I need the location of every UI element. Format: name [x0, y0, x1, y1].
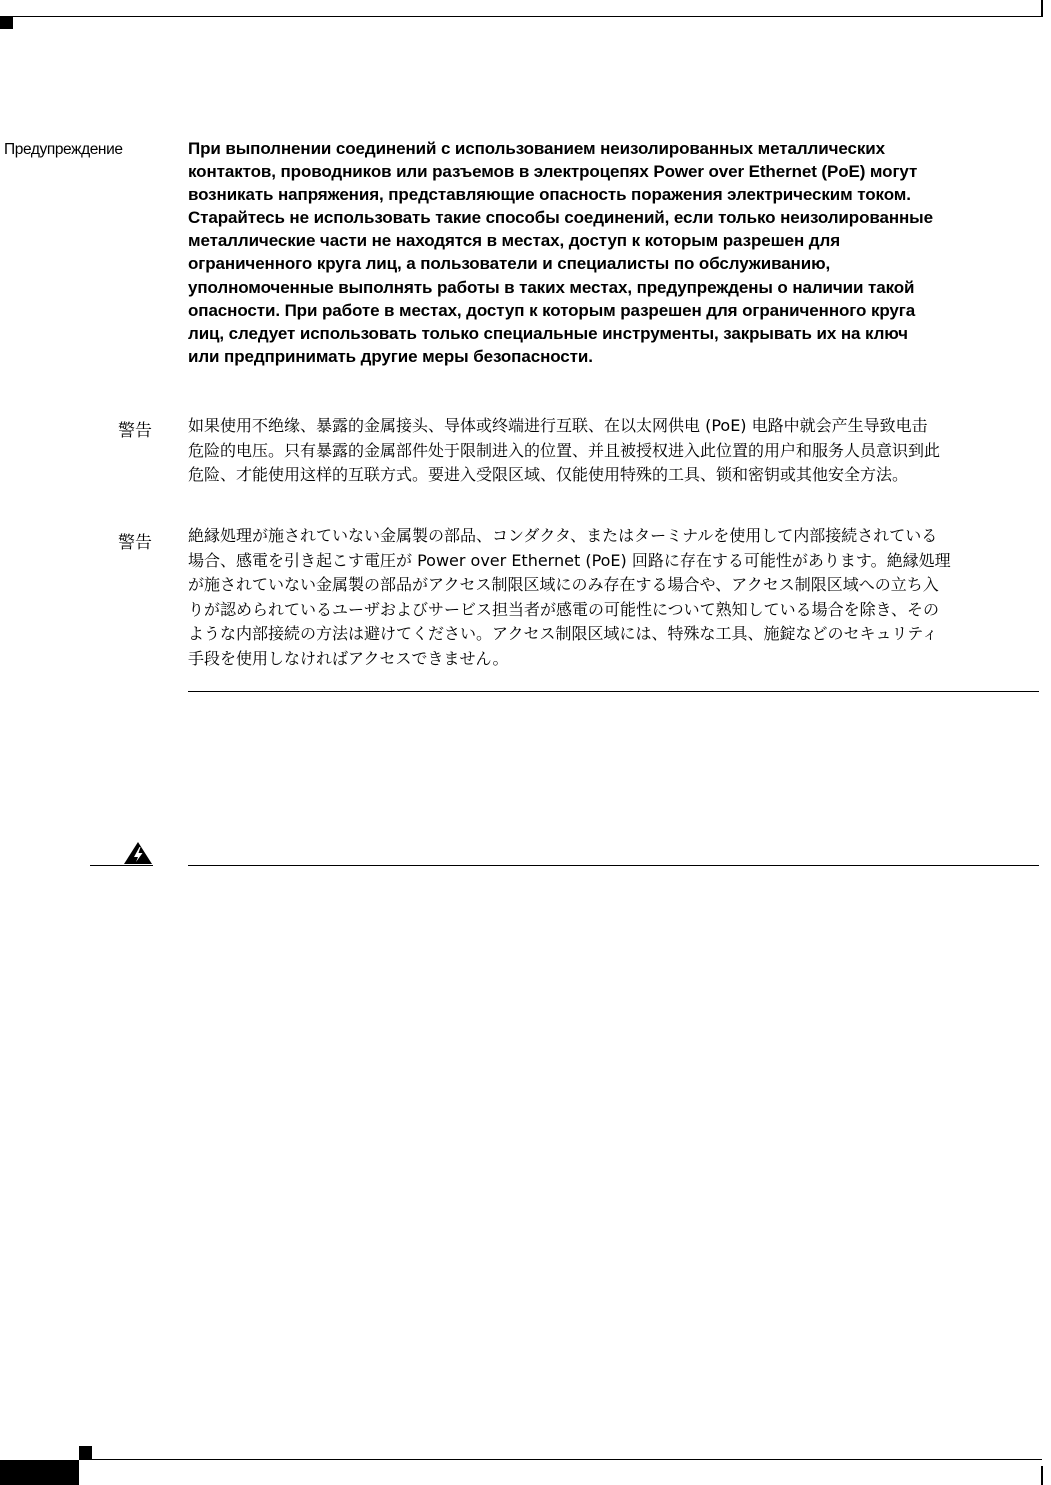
warning-text-line: が施されていない金属製の部品がアクセス制限区域にのみ存在する場合や、アクセス制限区域への立ち入	[188, 575, 939, 594]
warning-text-line: 絶縁処理が施されていない金属製の部品、コンダクタ、またはターミナルを使用して内部接続されている	[188, 526, 938, 545]
icon-underline	[90, 865, 153, 866]
warning-text-line: りが認められているユーザおよびサービス担当者が感電の可能性について熟知している場合を除き、その	[188, 599, 940, 619]
warning-text-line: возникать напряжения, представляющие опасность поражения электрическим током.	[188, 185, 911, 205]
section-divider	[188, 691, 1039, 692]
warning-text-line: 場合、感電を引き起こす電圧が Power over Ethernet (PoE) 回路に存在する可能性があります。絶縁処理	[188, 550, 951, 570]
warning-text-line: 危险、才能使用这样的互联方式。要进入受限区域、仅能使用特殊的工具、锁和密钥或其他安全方法。	[188, 465, 909, 484]
warning-text-line: опасности. При работе в местах, доступ к которым разрешен для ограниченного круга	[188, 300, 916, 320]
warning-text-line: уполномоченные выполнять работы в таких местах, предупреждены о наличии такой	[188, 277, 915, 297]
warning-text-chinese	[188, 414, 1038, 488]
warning-text-russian	[188, 137, 1038, 368]
warning-text-line: При выполнении соединений с использованием неизолированных металлических	[188, 139, 885, 158]
header-rule	[0, 16, 1042, 17]
warning-label-chinese: 警告	[118, 421, 152, 440]
warning-text-line: 如果使用不绝缘、暴露的金属接头、导体或终端进行互联、在以太网供电 (PoE) 电路中就会产生导致电击	[188, 416, 928, 435]
header-right-tick	[1041, 0, 1043, 17]
footer-right-tick	[1041, 1466, 1043, 1485]
warning-text-line: ограниченного круга лиц, а пользователи и специалисты по обслуживанию,	[188, 254, 831, 274]
warning-text-line: 危险的电压。只有暴露的金属部件处于限制进入的位置、并且被授权进入此位置的用户和服务人员意识到此	[188, 440, 941, 460]
warning-text-line: лиц, следует использовать только специальные инструменты, закрывать их на ключ	[188, 323, 908, 343]
warning-text-line: металлические части не находятся в местах, доступ к которым разрешен для	[188, 231, 841, 251]
warning-text-line: контактов, проводников или разъемов в электроцепях Power over Ethernet (PoE) могут	[188, 162, 918, 182]
warning-text-line: 手段を使用しなければアクセスできません。	[188, 648, 509, 668]
warning-triangle-lightning-icon	[122, 840, 154, 866]
footer-left-bar	[0, 1460, 79, 1485]
icon-row-rule	[188, 865, 1039, 866]
warning-label-japanese: 警告	[118, 533, 152, 552]
warning-text-line: или предпринимать другие меры безопасности.	[188, 346, 593, 366]
footer-rule	[79, 1459, 1042, 1460]
header-corner-mark	[0, 17, 13, 29]
footer-corner-mark	[79, 1446, 92, 1459]
warning-label-russian: Предупреждение	[4, 141, 123, 158]
warning-text-line: ような内部接続の方法は避けてください。アクセス制限区域には、特殊な工具、施錠などのセキュリティ	[188, 624, 938, 643]
warning-text-line: Старайтесь не использовать такие способы соединений, если только неизолированные	[188, 208, 933, 228]
warning-text-japanese	[188, 524, 1044, 671]
